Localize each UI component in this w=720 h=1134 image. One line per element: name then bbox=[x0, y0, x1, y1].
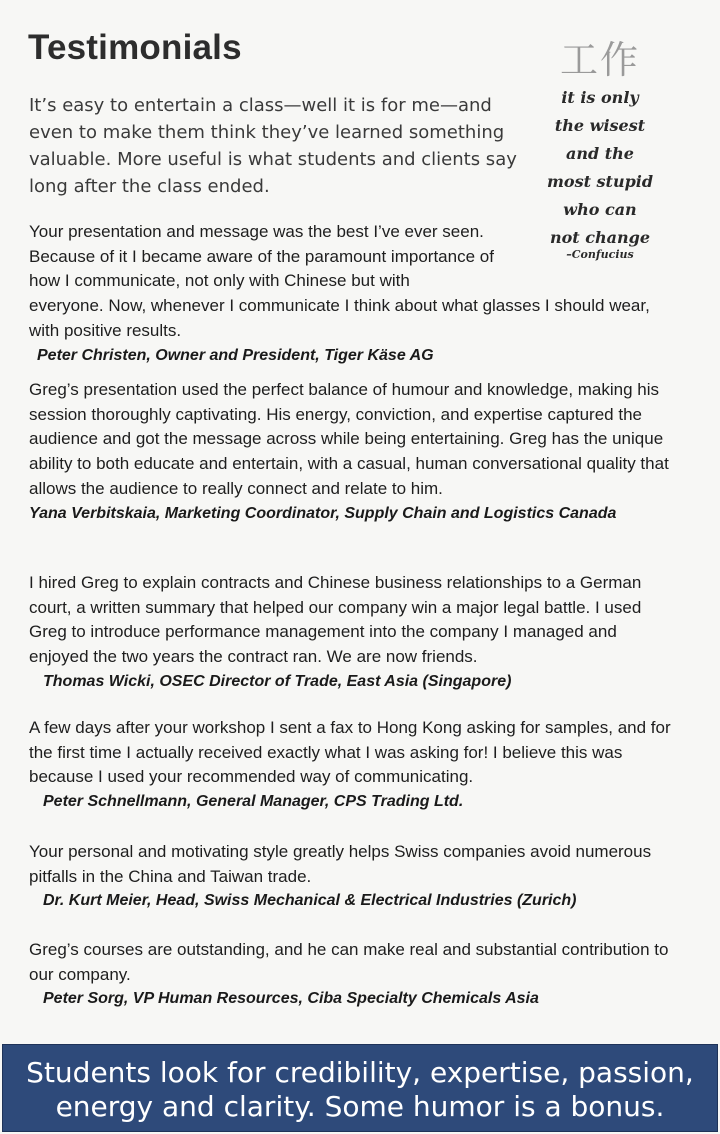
testimonial bbox=[29, 716, 679, 814]
testimonial bbox=[29, 840, 679, 913]
testimonial-text: I hired Greg to explain contracts and Chinese business relationships to a German court, a written summary that helped our company win a major legal battle. I used Greg to introduce performance management into the company I managed and enjoyed the two years the contract ran. We are now friends. bbox=[29, 573, 642, 667]
testimonial-text: Greg’s presentation used the perfect balance of humour and knowledge, making his session thoroughly captivating. His energy, conviction, and expertise captured the audience and got the message across while being entertaining. Greg has the unique ability to both educate and entertain, with a casual, human conversational quality that allows the audience to really connect and relate to him. bbox=[29, 380, 669, 498]
testimonial-author: Peter Christen, Owner and President, Tiger Käse AG bbox=[37, 346, 434, 364]
testimonial-author: Peter Sorg, VP Human Resources, Ciba Specialty Chemicals Asia bbox=[43, 990, 539, 1008]
footer-banner: Students look for credibility, expertise, passion, energy and clarity. Some humor is a bonus. bbox=[2, 1044, 718, 1132]
testimonial-text: Your personal and motivating style greatly helps Swiss companies avoid numerous pitfalls in the China and Taiwan trade. bbox=[29, 842, 652, 886]
intro-paragraph: It’s easy to entertain a class—well it is for me—and even to make them think they’ve learned something valuable. More useful is what students and clients say long after the class ended. bbox=[29, 95, 517, 197]
page-title: Testimonials bbox=[28, 28, 242, 67]
quote-line: not change bbox=[549, 228, 650, 247]
testimonial-text-part: everyone. Now, whenever I communicate I think about what glasses I should wear, with positive results. bbox=[29, 296, 650, 340]
chinese-characters: 工作 bbox=[559, 38, 640, 82]
quote-line: it is only bbox=[561, 88, 639, 107]
testimonial-author: Dr. Kurt Meier, Head, Swiss Mechanical & Electrical Industries (Zurich) bbox=[43, 892, 577, 910]
testimonial-author: Peter Schnellmann, General Manager, CPS Trading Ltd. bbox=[43, 793, 464, 811]
testimonial bbox=[29, 938, 679, 1011]
testimonial-text-part: Your presentation and message was the best I’ve ever seen. Because of it I became aware of the paramount importance of how I communicate, not only with Chinese but with bbox=[29, 222, 494, 291]
testimonial-text: A few days after your workshop I sent a fax to Hong Kong asking for samples, and for the first time I actually received exactly what I was asking for! I believe this was because I used your recommended way of communicating. bbox=[29, 718, 671, 787]
testimonial-text bbox=[29, 220, 679, 344]
quote-author: –Confucius bbox=[566, 248, 634, 261]
testimonial-author: Thomas Wicki, OSEC Director of Trade, East Asia (Singapore) bbox=[43, 672, 512, 690]
testimonial bbox=[29, 571, 679, 694]
testimonial-text: Greg’s courses are outstanding, and he can make real and substantial contribution to our company. bbox=[29, 940, 669, 984]
testimonial bbox=[29, 220, 679, 368]
quote-line: and the bbox=[566, 144, 634, 163]
quote-line: most stupid bbox=[546, 172, 654, 191]
quote-line: the wisest bbox=[554, 116, 646, 135]
testimonial bbox=[29, 378, 679, 526]
quote-line: who can bbox=[563, 200, 637, 219]
testimonial-author: Yana Verbitskaia, Marketing Coordinator, Supply Chain and Logistics Canada bbox=[29, 504, 617, 522]
